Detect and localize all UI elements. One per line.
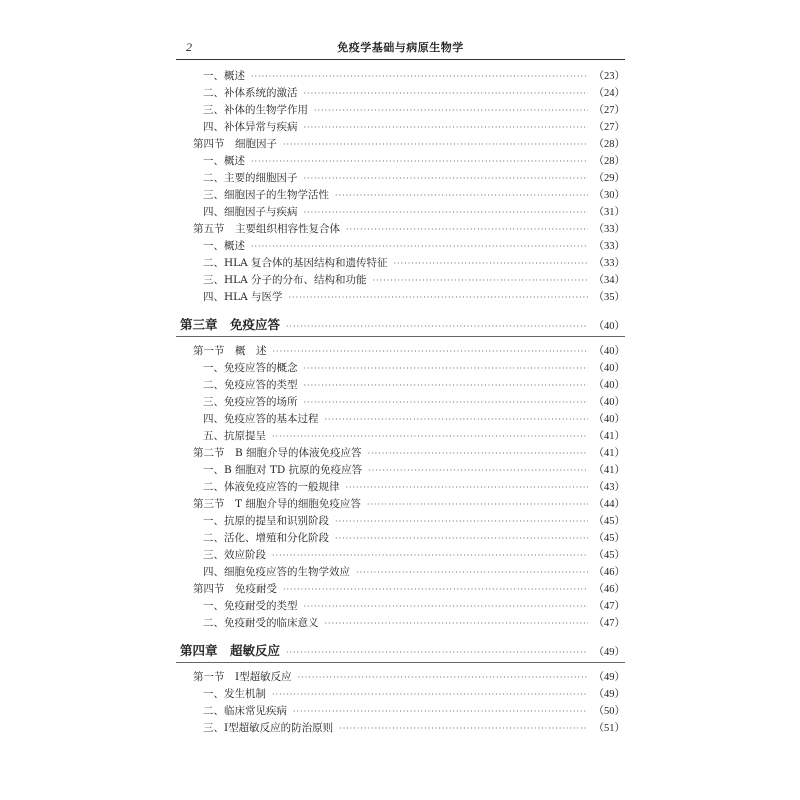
toc-item <box>176 428 625 445</box>
toc-label: 四、细胞免疫应答的生物学效应 <box>203 566 350 578</box>
toc-item <box>176 615 625 632</box>
toc-page-number: （28） <box>593 156 625 167</box>
toc-label: 一、B 细胞对 TD 抗原的免疫应答 <box>203 464 363 476</box>
toc-page-number: （27） <box>593 122 625 133</box>
toc-label: 第三节 T 细胞介导的细胞免疫应答 <box>193 498 361 510</box>
toc-page-number: （47） <box>593 618 625 629</box>
toc-page-number: （49） <box>593 689 625 700</box>
dot-leader <box>304 377 588 394</box>
toc-page-number: （40） <box>593 363 625 374</box>
running-header <box>176 38 625 60</box>
toc-page-number: （28） <box>593 139 625 150</box>
toc-item <box>176 255 625 272</box>
toc-item <box>176 153 625 170</box>
toc-page-number: （40） <box>593 380 625 391</box>
toc-chapter <box>176 315 625 334</box>
toc-label: 二、主要的细胞因子 <box>203 172 298 184</box>
chapter-rule <box>176 336 625 337</box>
toc-label: 一、发生机制 <box>203 688 266 700</box>
toc-label: 四、免疫应答的基本过程 <box>203 413 319 425</box>
header-rule <box>176 59 625 60</box>
dot-leader <box>251 153 588 170</box>
toc-section <box>176 445 625 462</box>
dot-leader <box>335 187 588 204</box>
toc-section <box>176 343 625 360</box>
table-of-contents <box>176 68 625 737</box>
toc-page-number: （33） <box>593 258 625 269</box>
toc-item <box>176 530 625 547</box>
dot-leader <box>283 581 588 598</box>
toc-page-number: （45） <box>593 516 625 527</box>
toc-item <box>176 479 625 496</box>
toc-label: 第四节 细胞因子 <box>193 138 277 150</box>
toc-label: 三、免疫应答的场所 <box>203 396 298 408</box>
toc-label: 二、免疫耐受的临床意义 <box>203 617 319 629</box>
toc-item <box>176 119 625 136</box>
toc-page-number: （24） <box>593 88 625 99</box>
toc-chapter <box>176 641 625 660</box>
dot-leader <box>346 221 588 238</box>
dot-leader <box>251 68 588 85</box>
dot-leader <box>373 272 588 289</box>
toc-page-number: （23） <box>593 71 625 82</box>
toc-item <box>176 720 625 737</box>
toc-label: 四、补体异常与疾病 <box>203 121 298 133</box>
toc-label: 二、体液免疫应答的一般规律 <box>203 481 340 493</box>
dot-leader <box>304 394 588 411</box>
dot-leader <box>304 598 588 615</box>
toc-section <box>176 496 625 513</box>
toc-item <box>176 204 625 221</box>
dot-leader <box>368 462 587 479</box>
toc-page-number: （31） <box>593 207 625 218</box>
toc-item <box>176 85 625 102</box>
toc-label: 第四节 免疫耐受 <box>193 583 277 595</box>
toc-label: 五、抗原提呈 <box>203 430 266 442</box>
toc-label: 第一节 概 述 <box>193 345 267 357</box>
dot-leader <box>293 703 588 720</box>
dot-leader <box>356 564 588 581</box>
toc-label: 二、活化、增殖和分化阶段 <box>203 532 329 544</box>
dot-leader <box>272 686 588 703</box>
dot-leader <box>298 669 588 686</box>
toc-item <box>176 289 625 306</box>
dot-leader <box>304 85 588 102</box>
toc-label: 一、免疫耐受的类型 <box>203 600 298 612</box>
toc-section <box>176 581 625 598</box>
toc-page-number: （35） <box>593 292 625 303</box>
toc-label: 第四章 超敏反应 <box>180 643 281 658</box>
toc-page-number: （34） <box>593 275 625 286</box>
toc-label: 第一节 Ⅰ型超敏反应 <box>193 671 292 683</box>
toc-label: 一、免疫应答的概念 <box>203 362 298 374</box>
toc-label: 三、效应阶段 <box>203 549 266 561</box>
toc-item <box>176 272 625 289</box>
toc-label: 三、补体的生物学作用 <box>203 104 308 116</box>
toc-label: 三、HLA 分子的分布、结构和功能 <box>203 274 367 286</box>
toc-label: 三、Ⅰ型超敏反应的防治原则 <box>203 722 334 734</box>
toc-page-number: （46） <box>593 567 625 578</box>
toc-item <box>176 377 625 394</box>
dot-leader <box>272 428 588 445</box>
toc-label: 一、抗原的提呈和识别阶段 <box>203 515 329 527</box>
toc-item <box>176 513 625 530</box>
toc-item <box>176 102 625 119</box>
toc-item <box>176 394 625 411</box>
toc-item <box>176 360 625 377</box>
dot-leader <box>335 513 588 530</box>
dot-leader <box>304 119 588 136</box>
dot-leader <box>335 530 588 547</box>
toc-label: 第二节 B 细胞介导的体液免疫应答 <box>193 447 362 459</box>
toc-page-number: （40） <box>593 321 625 332</box>
chapter-rule <box>176 662 625 663</box>
toc-label: 二、临床常见疾病 <box>203 705 287 717</box>
dot-leader <box>325 411 588 428</box>
toc-page-number: （45） <box>593 550 625 561</box>
toc-item <box>176 462 625 479</box>
toc-label: 三、细胞因子的生物学活性 <box>203 189 329 201</box>
toc-page-number: （47） <box>593 601 625 612</box>
dot-leader <box>304 204 588 221</box>
dot-leader <box>346 479 588 496</box>
toc-page-number: （43） <box>593 482 625 493</box>
toc-item <box>176 598 625 615</box>
toc-page-number: （49） <box>593 672 625 683</box>
toc-label: 一、概述 <box>203 70 245 82</box>
dot-leader <box>286 317 587 336</box>
toc-section <box>176 669 625 686</box>
book-title: 免疫学基础与病原生物学 <box>337 41 464 54</box>
dot-leader <box>325 615 588 632</box>
toc-label: 四、HLA 与医学 <box>203 291 283 303</box>
toc-label: 二、HLA 复合体的基因结构和遗传特征 <box>203 257 388 269</box>
toc-page-number: （50） <box>593 706 625 717</box>
toc-section <box>176 221 625 238</box>
toc-item <box>176 411 625 428</box>
dot-leader <box>304 360 588 377</box>
toc-item <box>176 170 625 187</box>
dot-leader <box>394 255 588 272</box>
toc-page-number: （40） <box>593 346 625 357</box>
dot-leader <box>304 170 588 187</box>
toc-page-number: （33） <box>593 224 625 235</box>
toc-label: 一、概述 <box>203 155 245 167</box>
toc-section <box>176 136 625 153</box>
toc-page-number: （49） <box>593 647 625 658</box>
toc-page-number: （46） <box>593 584 625 595</box>
toc-page-number: （33） <box>593 241 625 252</box>
toc-page-number: （40） <box>593 397 625 408</box>
dot-leader <box>286 643 587 662</box>
toc-label: 四、细胞因子与疾病 <box>203 206 298 218</box>
dot-leader <box>283 136 588 153</box>
toc-page-number: （51） <box>593 723 625 734</box>
dot-leader <box>314 102 588 119</box>
toc-page-number: （29） <box>593 173 625 184</box>
toc-page-number: （27） <box>593 105 625 116</box>
toc-page-number: （30） <box>593 190 625 201</box>
toc-label: 第五节 主要组织相容性复合体 <box>193 223 340 235</box>
toc-page-number: （40） <box>593 414 625 425</box>
toc-item <box>176 238 625 255</box>
toc-item <box>176 564 625 581</box>
toc-page-number: （41） <box>593 465 625 476</box>
toc-label: 第三章 免疫应答 <box>180 317 281 332</box>
dot-leader <box>289 289 588 306</box>
toc-page-number: （44） <box>593 499 625 510</box>
dot-leader <box>368 445 588 462</box>
toc-page-number: （45） <box>593 533 625 544</box>
toc-page-number: （41） <box>593 448 625 459</box>
dot-leader <box>272 547 588 564</box>
toc-item <box>176 547 625 564</box>
toc-item <box>176 703 625 720</box>
toc-label: 二、免疫应答的类型 <box>203 379 298 391</box>
toc-item <box>176 187 625 204</box>
toc-item <box>176 68 625 85</box>
dot-leader <box>339 720 587 737</box>
dot-leader <box>273 343 588 360</box>
toc-item <box>176 686 625 703</box>
toc-page-number: （41） <box>593 431 625 442</box>
dot-leader <box>367 496 588 513</box>
page-number: 2 <box>186 40 192 54</box>
toc-label: 一、概述 <box>203 240 245 252</box>
dot-leader <box>251 238 588 255</box>
toc-label: 二、补体系统的激活 <box>203 87 298 99</box>
